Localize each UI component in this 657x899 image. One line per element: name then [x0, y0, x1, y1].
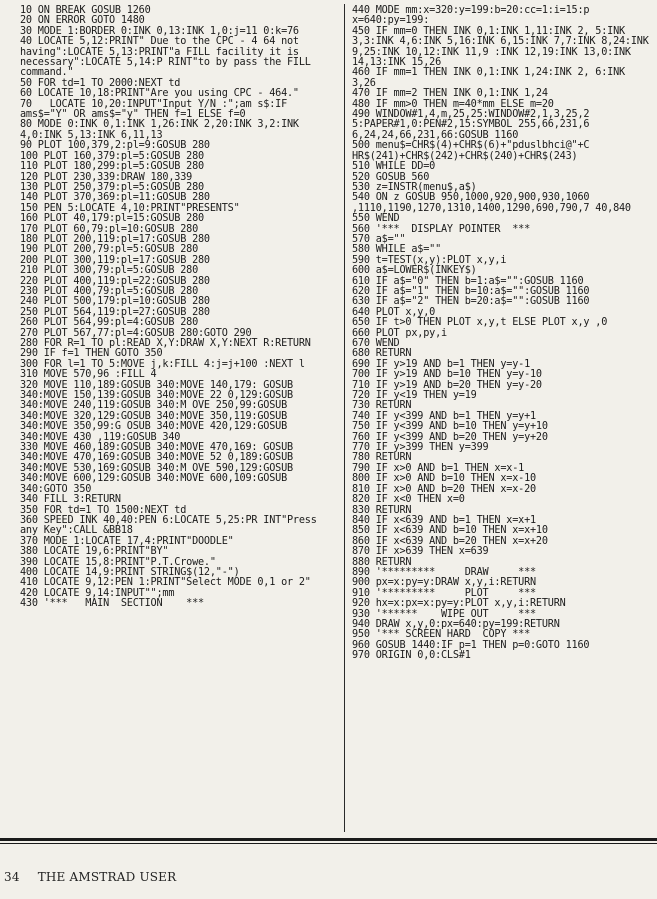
- code-line: 370 MODE 1:LOCATE 17,4:PRINT"DOODLE": [20, 535, 234, 547]
- code-line: 70 LOCATE 10,20:INPUT"Input Y/N :";am s$:IF ams$="Y" OR ams$="y" THEN f=1 ELSE f=0: [20, 98, 293, 121]
- code-line: 230 PLOT 400,79:pl=5:GOSUB 280: [20, 285, 199, 297]
- code-line: 870 IF x>639 THEN x=639: [352, 546, 489, 558]
- code-line: 300 FOR l=1 TO 5:MOVE j,k:FILL 4:j=j+100 :NEXT l: [20, 358, 305, 370]
- code-line: 810 IF x>0 AND b=20 THEN x=x-20: [352, 483, 536, 495]
- code-line: 650 IF t>0 THEN PLOT x,y,t ELSE PLOT x,y ,0: [352, 317, 608, 329]
- code-line: 930 '****** WIPE OUT ***: [352, 608, 536, 620]
- page-footer: [4, 870, 176, 884]
- code-line: 250 PLOT 564,119:pl=27:GOSUB 280: [20, 306, 210, 318]
- code-line: 780 RETURN: [352, 452, 412, 464]
- code-line: 720 IF y<19 THEN y=19: [352, 390, 477, 402]
- code-line: 910 '********* PLOT ***: [352, 587, 536, 599]
- footer-rule: [0, 838, 657, 841]
- code-line: 350 FOR td=1 TO 1500:NEXT td: [20, 504, 187, 516]
- code-line: 750 IF y<399 AND b=10 THEN y=y+10: [352, 421, 548, 433]
- code-line: 530 z=INSTR(menu$,a$): [352, 181, 477, 193]
- code-line: 160 PLOT 40,179:pl=15:GOSUB 280: [20, 213, 204, 225]
- code-line: 940 DRAW x,y,0:px=640:py=199:RETURN: [352, 618, 560, 630]
- code-line: 470 IF mm=2 THEN INK 0,1:INK 1,24: [352, 88, 548, 100]
- code-line: 180 PLOT 200,119:pl=17:GOSUB 280: [20, 233, 210, 245]
- code-line: 40 LOCATE 5,12:PRINT" Due to the CPC - 4 64 not having":LOCATE 5,13:PRINT"a FILL facility it is necessary":LOCATE 5,14:P RINT"to by pass the FILL command.": [20, 36, 317, 79]
- code-line: 330 MOVE 460,189:GOSUB 340:MOVE 470,169: GOSUB 340:MOVE 470,169:GOSUB 340:MOVE 52 0,189:GOSUB 340:MOVE 530,169:GOSUB 340:M OVE 590,129:GOSUB 340:MOVE 600,129:GOSUB 340:MOVE 600,109:GOSUB 340:GOTO 350: [20, 442, 299, 495]
- listing-left-column: [20, 6, 338, 610]
- code-line: 20 ON ERROR GOTO 1480: [20, 15, 145, 27]
- code-line: 690 IF y>19 AND b=1 THEN y=y-1: [352, 358, 531, 370]
- code-line: 890 '********* DRAW ***: [352, 566, 536, 578]
- code-line: 430 '*** MAIN SECTION ***: [20, 598, 204, 610]
- code-line: 420 LOCATE 9,14:INPUT"";mm: [20, 587, 175, 599]
- code-line: 150 PEN 5:LOCATE 4,10:PRINT"PRESENTS": [20, 202, 240, 214]
- code-line: 200 PLOT 300,119:pl=17:GOSUB 280: [20, 254, 210, 266]
- code-line: 80 MODE 0:INK 0,1:INK 1,26:INK 2,20:INK 3,2:INK 4,0:INK 5,13:INK 6,11,13: [20, 119, 305, 141]
- code-line: 700 IF y>19 AND b=10 THEN y=y-10: [352, 369, 542, 381]
- code-line: 290 IF f=1 THEN GOTO 350: [20, 348, 163, 360]
- code-line: 820 IF x<0 THEN x=0: [352, 494, 465, 506]
- code-line: 550 WEND: [352, 213, 400, 225]
- code-line: 30 MODE 1:BORDER 0:INK 0,13:INK 1,0:j=11 0:k=76: [20, 25, 299, 37]
- code-line: 680 RETURN: [352, 348, 412, 360]
- code-line: 960 GOSUB 1440:IF p=1 THEN p=0:GOTO 1160: [352, 639, 590, 651]
- code-line: 170 PLOT 60,79:pl=10:GOSUB 280: [20, 223, 199, 235]
- code-line: 140 PLOT 370,369:pl=11:GOSUB 280: [20, 192, 210, 204]
- code-line: 590 t=TEST(x,y):PLOT x,y,i: [352, 254, 507, 266]
- code-line: 600 a$=LOWER$(INKEY$): [352, 265, 477, 277]
- publication-name: THE AMSTRAD USER: [37, 870, 177, 884]
- code-line: 830 RETURN: [352, 504, 412, 516]
- code-line: 210 PLOT 300,79:pl=5:GOSUB 280: [20, 265, 199, 277]
- code-line: 850 IF x<639 AND b=10 THEN x=x+10: [352, 525, 548, 537]
- code-line: 360 SPEED INK 40,40:PEN 6:LOCATE 5,25:PR INT"Press any Key":CALL &BB18: [20, 514, 323, 537]
- code-line: 460 IF mm=1 THEN INK 0,1:INK 1,24:INK 2, 6:INK 3,26: [352, 67, 631, 89]
- code-line: 220 PLOT 400,119:pl=22:GOSUB 280: [20, 275, 210, 287]
- code-line: 580 WHILE a$="": [352, 244, 442, 256]
- code-line: 480 IF mm>0 THEN m=40*mm ELSE m=20: [352, 98, 554, 110]
- code-line: 970 ORIGIN 0,0:CLS#1: [352, 650, 471, 662]
- code-line: 60 LOCATE 10,18:PRINT"Are you using CPC - 464.": [20, 88, 299, 100]
- code-line: 790 IF x>0 AND b=1 THEN x=x-1: [352, 462, 525, 474]
- column-divider: [344, 4, 345, 832]
- code-line: 190 PLOT 200,79:pl=5:GOSUB 280: [20, 244, 199, 256]
- listing-right-column: [352, 5, 655, 662]
- code-line: 440 MODE mm:x=320:y=199:b=20:cc=1:i=15:p x=640:py=199:: [352, 5, 596, 27]
- code-line: 740 IF y<399 AND b=1 THEN y=y+1: [352, 410, 536, 422]
- code-line: 860 IF x<639 AND b=20 THEN x=x+20: [352, 535, 548, 547]
- code-line: 490 WINDOW#1,4,m,25,25:WINDOW#2,1,3,25,2 5:PAPER#1,0:PEN#2,15:SYMBOL 255,66,231,6 6,24,24,66,231,66:GOSUB 1160: [352, 109, 596, 141]
- code-line: 880 RETURN: [352, 556, 412, 568]
- code-line: 280 FOR R=1 TO pl:READ X,Y:DRAW X,Y:NEXT R:RETURN: [20, 338, 311, 349]
- code-line: 640 PLOT x,y,0: [352, 306, 436, 318]
- code-line: 660 PLOT px,py,i: [352, 327, 447, 339]
- code-line: 340 FILL 3:RETURN: [20, 494, 121, 506]
- code-line: 50 FOR td=1 TO 2000:NEXT td: [20, 77, 181, 89]
- code-line: 400 LOCATE 14,9:PRINT STRING$(12,"-"): [20, 566, 240, 578]
- code-line: 240 PLOT 500,179:pl=10:GOSUB 280: [20, 296, 210, 308]
- code-line: 450 IF mm=0 THEN INK 0,1:INK 1,11:INK 2, 5:INK 3,3:INK 4,6:INK 5,16:INK 6,15:INK 7,7:INK 8,24:INK 9,25:INK 10,12:INK 11,9 :INK 12,19:INK 13,0:INK 14,13:INK 15,26: [352, 25, 655, 69]
- code-line: 380 LOCATE 19,6:PRINT"BY": [20, 546, 169, 558]
- footer-rule-thin: [0, 843, 657, 844]
- code-line: 520 GOSUB 560: [352, 171, 430, 183]
- code-line: 130 PLOT 250,379:pl=5:GOSUB 280: [20, 181, 204, 193]
- code-line: 90 PLOT 100,379,2:pl=9:GOSUB 280: [20, 140, 210, 152]
- code-line: 730 RETURN: [352, 400, 412, 412]
- code-line: 390 LOCATE 15,8:PRINT"P.T.Crowe.": [20, 556, 216, 568]
- code-line: 840 IF x<639 AND b=1 THEN x=x+1: [352, 514, 536, 526]
- code-line: 270 PLOT 567,77:pl=4:GOSUB 280:GOTO 290: [20, 327, 252, 339]
- code-line: 100 PLOT 160,379:pl=5:GOSUB 280: [20, 150, 204, 162]
- code-line: 120 PLOT 230,339:DRAW 180,339: [20, 171, 193, 183]
- code-line: 610 IF a$="0" THEN b=1:a$="":GOSUB 1160: [352, 275, 584, 287]
- code-line: 570 a$="": [352, 233, 406, 245]
- code-line: 410 LOCATE 9,12:PEN 1:PRINT"Select MODE 0,1 or 2": [20, 577, 311, 589]
- code-line: 900 px=x:py=y:DRAW x,y,i:RETURN: [352, 577, 536, 589]
- code-line: 500 menu$=CHR$(4)+CHR$(6)+"pduslbhci@"+C HR$(241)+CHR$(242)+CHR$(240)+CHR$(243): [352, 140, 596, 162]
- code-line: 670 WEND: [352, 338, 400, 349]
- code-line: 710 IF y>19 AND b=20 THEN y=y-20: [352, 379, 542, 391]
- code-line: 760 IF y<399 AND b=20 THEN y=y+20: [352, 431, 548, 443]
- code-line: 310 MOVE 570,96 :FILL 4: [20, 369, 157, 381]
- code-line: 540 ON z GOSUB 950,1000,920,900,930,1060 ,1110,1190,1270,1310,1400,1290,690,790,7 40,840: [352, 192, 631, 214]
- code-line: 510 WHILE DD=0: [352, 161, 436, 173]
- code-line: 950 '*** SCREEN HARD COPY ***: [352, 629, 531, 641]
- code-line: 800 IF x>0 AND b=10 THEN x=x-10: [352, 473, 536, 485]
- code-line: 10 ON BREAK GOSUB 1260: [20, 5, 151, 16]
- code-line: 320 MOVE 110,189:GOSUB 340:MOVE 140,179: GOSUB 340:MOVE 150,139:GOSUB 340:MOVE 22 0,129:GOSUB 340:MOVE 240,119:GOSUB 340:M OVE 250,99:GOSUB 340:MOVE 320,129:GOSUB 340:MOVE 350,119:GOSUB 340:MOVE 350,99:G OSUB 340:MOVE 420,129:GOSUB 340:MOVE 430 ,119:GOSUB 340: [20, 379, 299, 443]
- code-line: 260 PLOT 564,99:pl=4:GOSUB 280: [20, 317, 199, 329]
- code-line: 920 hx=x:px=x:py=y:PLOT x,y,i:RETURN: [352, 598, 566, 610]
- code-line: 620 IF a$="1" THEN b=10:a$="":GOSUB 1160: [352, 285, 590, 297]
- code-line: 630 IF a$="2" THEN b=20:a$="":GOSUB 1160: [352, 296, 590, 308]
- code-line: 770 IF y>399 THEN y=399: [352, 442, 489, 454]
- code-line: 560 '*** DISPLAY POINTER ***: [352, 223, 531, 235]
- code-line: 110 PLOT 180,299:pl=5:GOSUB 280: [20, 161, 204, 173]
- page-number: 34: [4, 870, 20, 884]
